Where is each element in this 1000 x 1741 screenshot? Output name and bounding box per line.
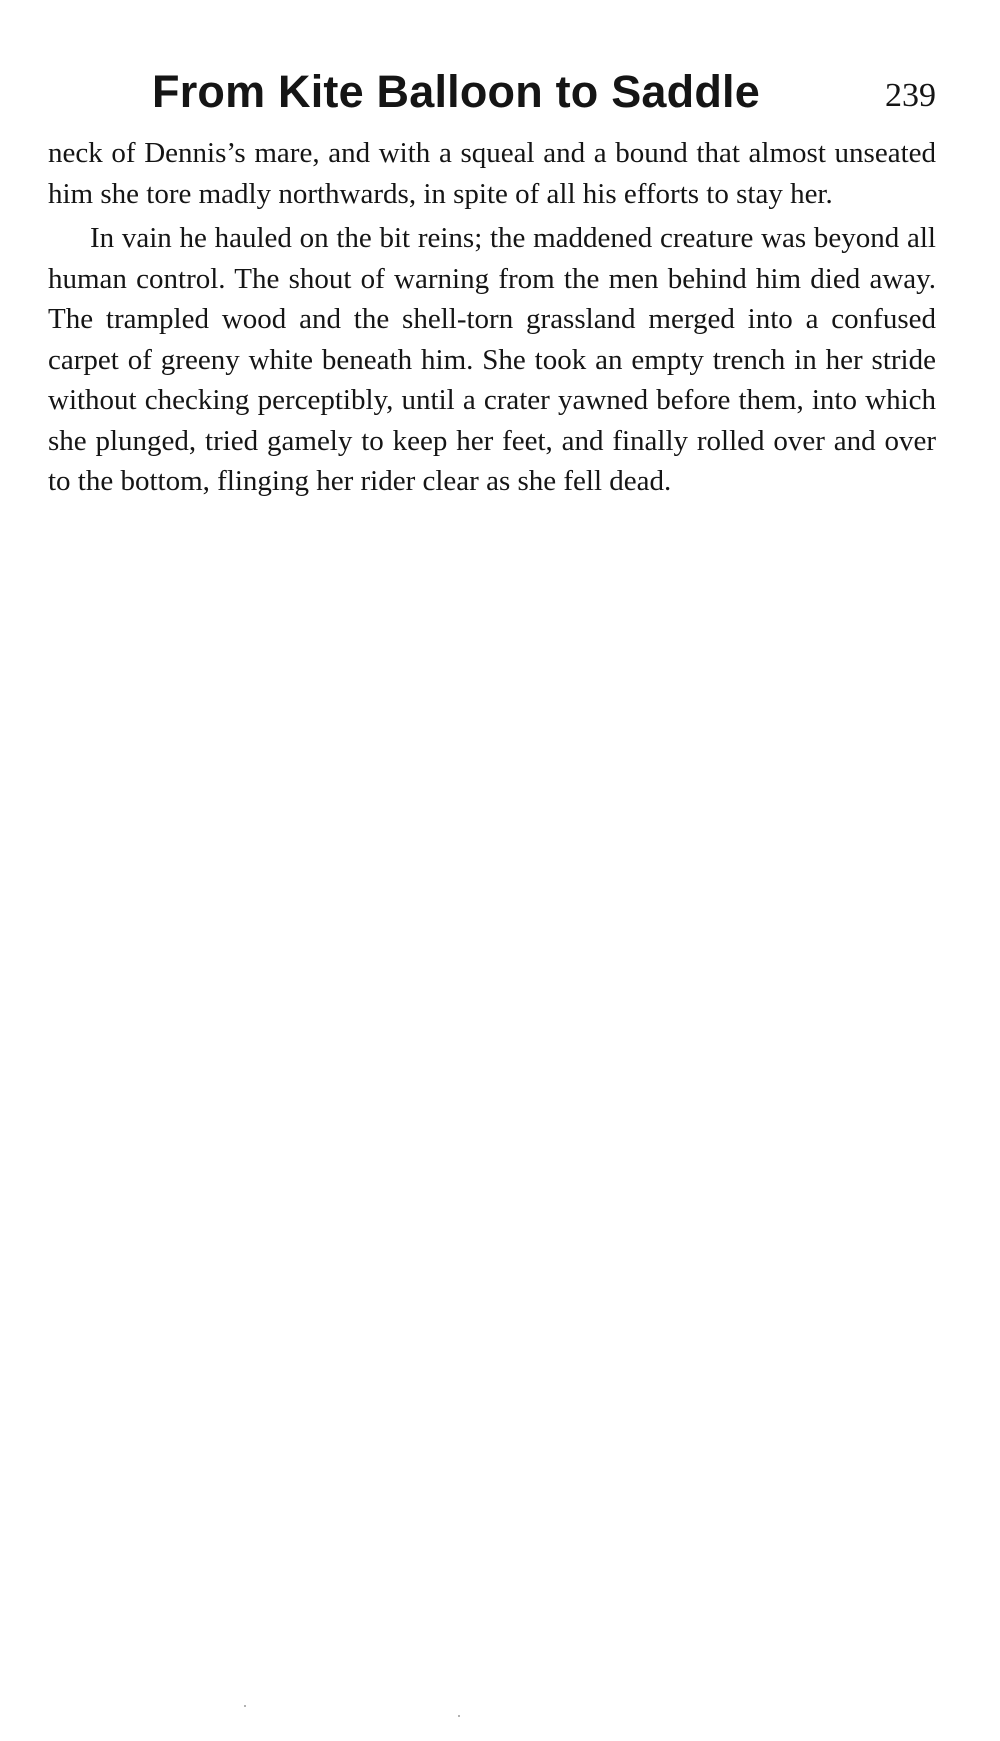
scan-speck: [458, 1715, 460, 1717]
scan-speck: [244, 1705, 246, 1707]
running-title: From Kite Balloon to Saddle: [152, 66, 760, 117]
paragraph-continuation: neck of Dennis’s mare, and with a squeal and a bound that almost unseated him she tore madly northwards, in spite of all his efforts to stay her.: [48, 137, 936, 210]
paragraph: In vain he hauled on the bit reins; the maddened creature was beyond all human control. The shout of warning from the men behind him died away. The trampled wood and the shell-torn grassland merged into a confused carpet of greeny white beneath him. She took an empty trench in her stride without checking perceptibly, until a crater yawned before them, into which she plunged, tried gamely to keep her feet, and finally rolled over and over to the bottom, flinging her rider clear as she fell dead.: [48, 222, 936, 497]
running-head: [48, 62, 942, 122]
page-number: 239: [885, 77, 936, 114]
body-text: [48, 133, 936, 502]
